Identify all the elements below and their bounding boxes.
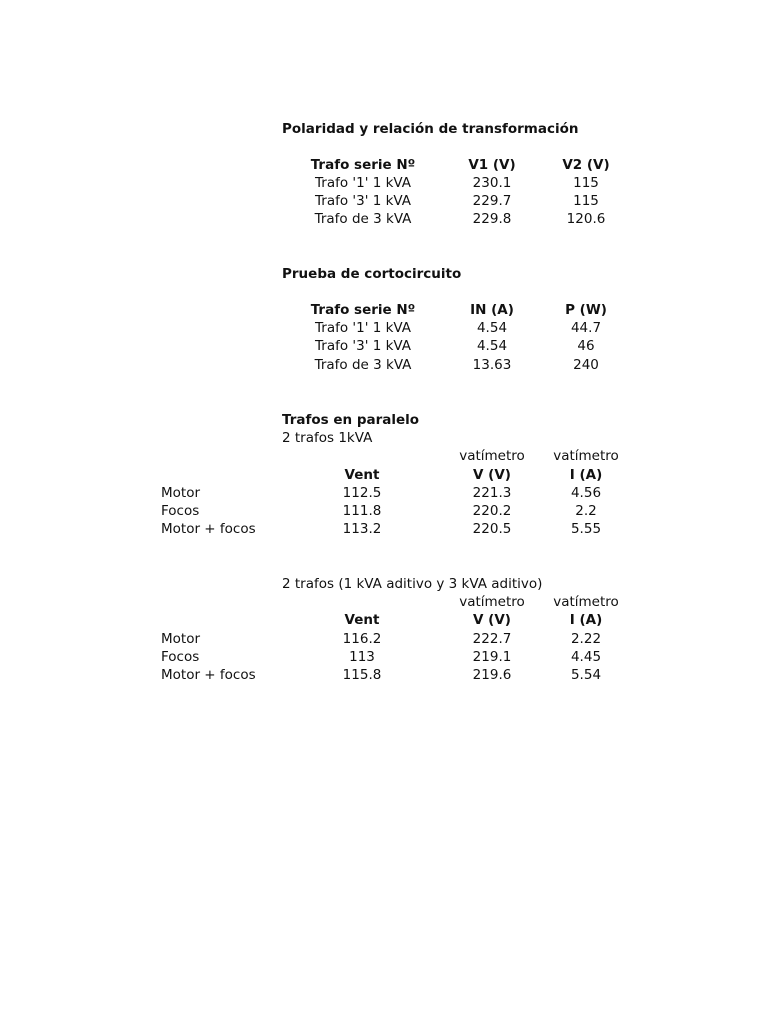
aditivo-row-2-v: 219.1 — [472, 649, 512, 665]
aditivo-row-1-label: Motor — [161, 631, 201, 647]
cortocircuito-header-in: IN (A) — [470, 302, 514, 318]
cortocircuito-row-3-in: 13.63 — [472, 357, 512, 373]
polaridad-row-3-trafo: Trafo de 3 kVA — [314, 211, 412, 227]
aditivo-row-1-i: 2.22 — [570, 631, 602, 647]
aditivo-header-i: I (A) — [569, 612, 603, 628]
paralelo-row-3-v: 220.5 — [472, 521, 512, 537]
polaridad-header-v2: V2 (V) — [562, 157, 610, 173]
polaridad-row-1-trafo: Trafo '1' 1 kVA — [315, 175, 411, 191]
cortocircuito-row-3-trafo: Trafo de 3 kVA — [314, 357, 412, 373]
paralelo-subtitle: 2 trafos 1kVA — [282, 430, 373, 446]
cortocircuito-row-2-trafo: Trafo '3' 1 kVA — [315, 338, 411, 354]
paralelo-header-vent: Vent — [344, 467, 380, 483]
polaridad-row-2-v2: 115 — [573, 193, 599, 209]
polaridad-title: Polaridad y relación de transformación — [282, 121, 579, 137]
cortocircuito-title: Prueba de cortocircuito — [282, 266, 462, 282]
aditivo-header-v: V (V) — [473, 612, 511, 628]
cortocircuito-row-1-p: 44.7 — [570, 320, 602, 336]
cortocircuito-row-1-trafo: Trafo '1' 1 kVA — [315, 320, 411, 336]
polaridad-row-2-v1: 229.7 — [472, 193, 512, 209]
aditivo-row-2-vent: 113 — [349, 649, 375, 665]
polaridad-header-trafo: Trafo serie Nº — [310, 157, 416, 173]
cortocircuito-header-p: P (W) — [565, 302, 607, 318]
paralelo-row-1-i: 4.56 — [570, 485, 602, 501]
paralelo-row-1-label: Motor — [161, 485, 201, 501]
paralelo-header-v: V (V) — [473, 467, 511, 483]
polaridad-row-3-v2: 120.6 — [566, 211, 606, 227]
polaridad-row-2-trafo: Trafo '3' 1 kVA — [315, 193, 411, 209]
paralelo-row-2-i: 2.2 — [575, 503, 597, 519]
paralelo-row-3-label: Motor + focos — [161, 521, 256, 537]
aditivo-instrument-v: vatímetro — [459, 594, 525, 610]
aditivo-row-2-i: 4.45 — [570, 649, 602, 665]
paralelo-row-2-vent: 111.8 — [342, 503, 382, 519]
aditivo-subtitle: 2 trafos (1 kVA aditivo y 3 kVA aditivo) — [282, 576, 543, 592]
cortocircuito-row-1-in: 4.54 — [476, 320, 508, 336]
aditivo-row-3-v: 219.6 — [472, 667, 512, 683]
paralelo-row-2-v: 220.2 — [472, 503, 512, 519]
aditivo-row-3-vent: 115.8 — [342, 667, 382, 683]
paralelo-row-3-i: 5.55 — [570, 521, 602, 537]
aditivo-row-3-i: 5.54 — [570, 667, 602, 683]
polaridad-header-v1: V1 (V) — [468, 157, 516, 173]
paralelo-row-2-label: Focos — [161, 503, 200, 519]
paralelo-header-i: I (A) — [569, 467, 603, 483]
aditivo-row-2-label: Focos — [161, 649, 200, 665]
aditivo-row-1-v: 222.7 — [472, 631, 512, 647]
aditivo-instrument-i: vatímetro — [553, 594, 619, 610]
paralelo-title: Trafos en paralelo — [282, 412, 420, 428]
cortocircuito-row-3-p: 240 — [573, 357, 599, 373]
paralelo-instrument-i: vatímetro — [553, 448, 619, 464]
polaridad-row-3-v1: 229.8 — [472, 211, 512, 227]
paralelo-instrument-v: vatímetro — [459, 448, 525, 464]
cortocircuito-header-trafo: Trafo serie Nº — [310, 302, 416, 318]
paralelo-row-3-vent: 113.2 — [342, 521, 382, 537]
cortocircuito-row-2-p: 46 — [577, 338, 595, 354]
paralelo-row-1-vent: 112.5 — [342, 485, 382, 501]
polaridad-row-1-v1: 230.1 — [472, 175, 512, 191]
paralelo-row-1-v: 221.3 — [472, 485, 512, 501]
aditivo-header-vent: Vent — [344, 612, 380, 628]
aditivo-row-1-vent: 116.2 — [342, 631, 382, 647]
polaridad-row-1-v2: 115 — [573, 175, 599, 191]
cortocircuito-row-2-in: 4.54 — [476, 338, 508, 354]
aditivo-row-3-label: Motor + focos — [161, 667, 256, 683]
